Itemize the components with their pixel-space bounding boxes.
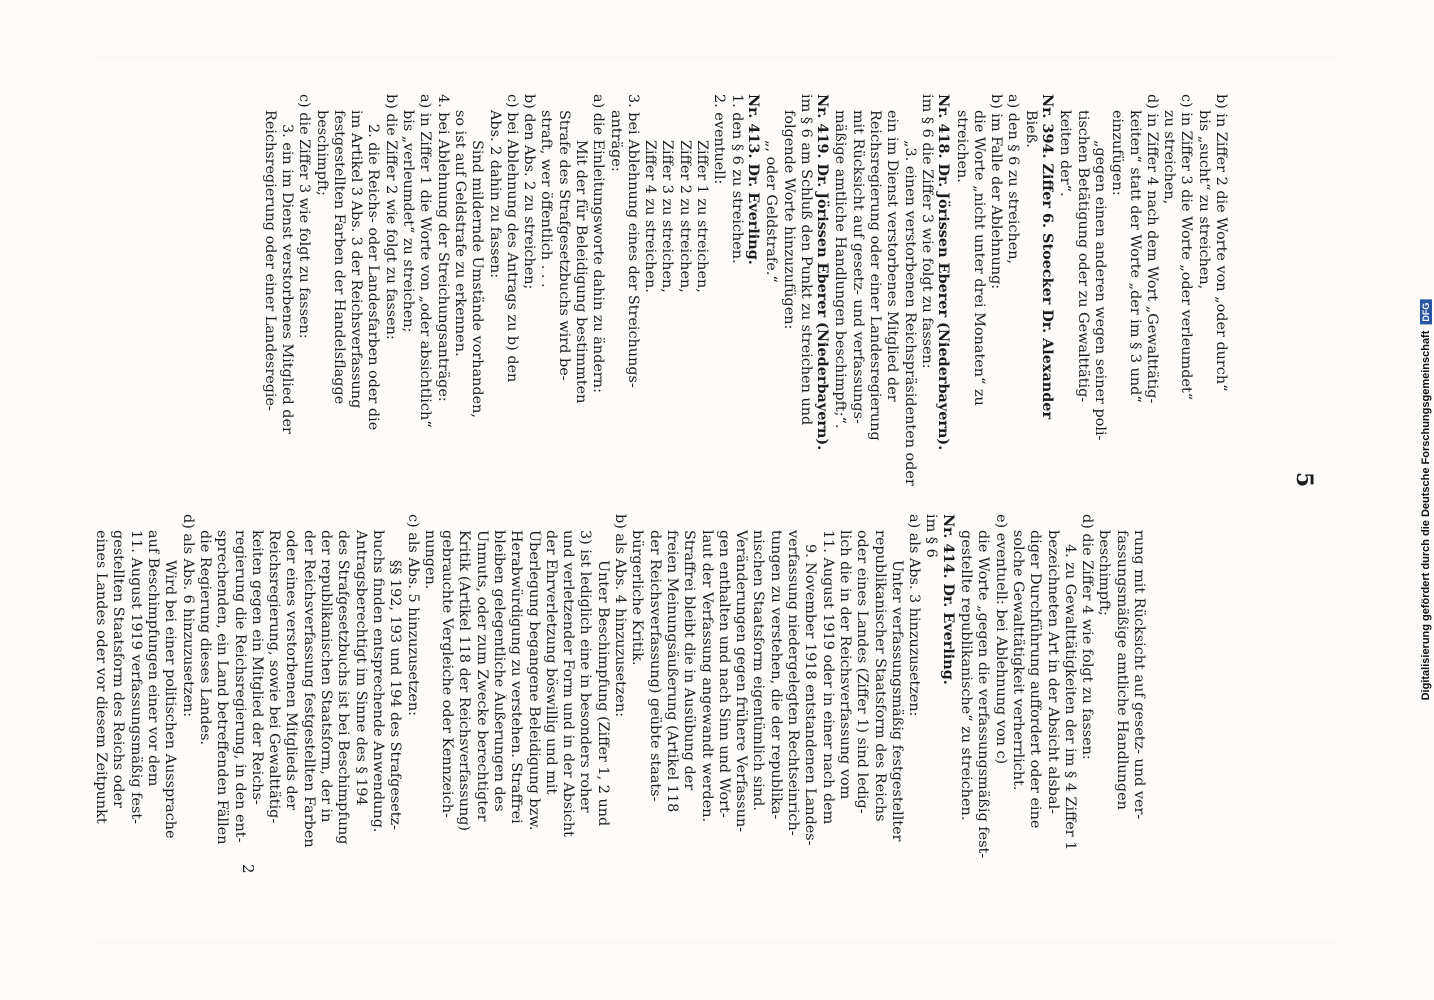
text-line: im Artikel 3 Abs. 3 der Reichsverfassung [348, 110, 365, 409]
text-line: oder eines verstorbenen Mitglieds der [283, 530, 300, 811]
rotated-page [93, 60, 1337, 940]
text-line: e) eventuell: bei Ablehnung von c) [992, 514, 1009, 765]
text-line: Kritik (Artikel 118 der Reichsverfassung) [456, 530, 473, 832]
text-line: a) in Ziffer 1 die Worte von „oder absichtlich“ [417, 94, 434, 428]
text-line: keiten“ statt der Worte „der im § 3 und“ [1126, 110, 1143, 403]
text-line: c) in Ziffer 3 die Worte „oder verleumdet“ [1178, 94, 1195, 401]
text-line: d) die Ziffer 4 wie folgt zu fassen: [1079, 514, 1096, 760]
text-line: freien Meinungsäußerung (Artikel 118 [663, 530, 680, 813]
text-line: Überlegung begangene Beleidigung bzw. [525, 530, 542, 831]
text-line: die Regierung dieses Landes. [196, 530, 213, 746]
text-line: der Reichsverfassung festgestellten Farben [300, 530, 317, 848]
text-line: b) den Abs. 2 zu streichen; [521, 94, 538, 290]
text-line: bleiben gelegentliche Äußerungen des [491, 530, 508, 812]
text-line: tischen Betätigung oder zu Gewalttätig- [1074, 110, 1091, 403]
text-line: und verletzender Form und in der Absicht [560, 530, 577, 837]
page-number: 5 [1291, 472, 1317, 488]
left-text-column [260, 94, 1229, 494]
text-line: gen enthalten und nach Sinn und Wort- [715, 530, 732, 818]
text-line: Ziffer 3 zu streichen, [659, 140, 676, 293]
text-line: bürgerliche Kritik. [629, 530, 646, 666]
text-line: c) als Abs. 5 hinzuzusetzen: [404, 514, 421, 716]
text-line: streichen. [953, 110, 970, 183]
text-line: im § 6 [923, 514, 940, 558]
text-line: ein im Dienst verstorbenes Mitglied der [884, 110, 901, 402]
text-line: gestellte republikanische“ zu streichen. [958, 530, 975, 821]
text-line: 9. November 1918 entstandenen Landes- [802, 544, 819, 846]
text-line: Unter Beschimpfung (Ziffer 1, 2 und [594, 560, 611, 827]
text-line: Nr. 418. Dr. Jörissen Eberer (Niederbayern). [935, 94, 953, 451]
text-line: eines Landes oder vor diesem Zeitpunkt [93, 530, 110, 824]
text-line: Ziffer 1 zu streichen, [694, 140, 711, 293]
text-line: Nr. 413. Dr. Everling. [744, 94, 762, 265]
text-line: regierung die Reichsregierung, in den ent- [231, 530, 248, 843]
text-line: Abs. 2 dahin zu fassen: [486, 110, 503, 279]
text-line: tungen zu verstehen, die der republika- [767, 530, 784, 820]
text-line: sprechenden, ein Land betreffenden Fällen [214, 530, 231, 845]
text-line: Strafe des Strafgesetzbuchs wird be- [555, 110, 572, 381]
text-line: des Strafgesetzbuchs ist bei Beschimpfung [335, 530, 352, 845]
text-line: a) den § 6 zu streichen, [1005, 94, 1022, 265]
text-line: c) die Ziffer 3 wie folgt zu fassen: [296, 94, 313, 339]
text-line: laut der Verfassung angewandt werden. [698, 530, 715, 823]
text-line: 4. bei Ablehnung der Streichungsanträge: [434, 94, 451, 402]
text-line: solche Gewalttätigkeit verherrlicht. [1009, 530, 1026, 791]
text-line: Wird bei einer politischen Aussprache [162, 560, 179, 839]
text-line: 2. die Reichs- oder Landesfarben oder die [365, 124, 382, 431]
text-line: 1. den § 6 zu streichen. [728, 94, 745, 264]
text-line: Bieß. [1022, 110, 1039, 148]
text-line: d) als Abs. 6 hinzuzusetzen: [179, 514, 196, 718]
text-line: „3. einen verstorbenen Reichspräsidenten oder [901, 140, 918, 486]
text-line: rung mit Rücksicht auf gesetz- und ver- [1131, 530, 1147, 820]
text-line: a) die Einleitungsworte dahin zu ändern: [590, 94, 607, 393]
text-line: Straffrei bleibt die in Ausübung der [681, 530, 698, 791]
text-line: folgende Worte hinzuzufügen: [780, 110, 797, 330]
text-line: beschimpft; [1096, 530, 1113, 616]
text-line: a) als Abs. 3 hinzuzusetzen: [906, 514, 923, 717]
text-line: die Worte „gegen die verfassungsmäßig fest- [975, 530, 992, 859]
text-line: b) die Ziffer 2 wie folgt zu fassen: [382, 94, 399, 340]
text-line: Reichsregierung oder einer Landesregierung [867, 110, 884, 441]
text-line: Veränderungen gegen frühere Verfassun- [733, 530, 750, 833]
text-line: d) in Ziffer 4 nach dem Wort „Gewalttätig- [1143, 94, 1160, 404]
footer-number: 2 [239, 864, 257, 874]
text-line: im § 6 am Schluß den Punkt zu streichen und [797, 94, 814, 426]
text-line: diger Durchführung auffordert oder eine [1027, 530, 1044, 829]
dfg-credit [1420, 300, 1432, 701]
text-line: republikanischer Staatsform des Reichs [871, 530, 888, 822]
text-line: so ist auf Geldstrafe zu erkennen. [451, 110, 468, 357]
text-line: der republikanischen Staatsform, der in [318, 530, 335, 823]
text-line: Unmuts, oder zum Zwecke berechtigter [473, 530, 490, 822]
text-line: Ziffer 4 zu streichen. [642, 140, 659, 293]
text-line: zu streichen, [1161, 110, 1178, 205]
text-line: buchs finden entsprechende Anwendung. [369, 530, 386, 833]
text-line: Unter verfassungsmäßig festgestellter [888, 560, 905, 842]
text-line: der Reichsverfassung) geübte staats- [646, 530, 663, 802]
text-line: 11. August 1919 oder in einer nach dem [819, 530, 836, 825]
text-line: Antragsberechtigt im Sinne des § 194 [352, 530, 369, 806]
text-line: Ziffer 2 zu streichen, [676, 140, 693, 293]
text-line: keiten gegen ein Mitglied der Reichs- [248, 530, 265, 805]
text-line: einzufügen: [1109, 110, 1126, 196]
text-line: §§ 192, 193 und 194 des Strafgesetz- [387, 560, 404, 830]
text-line: bis „sucht“ zu streichen, [1195, 110, 1212, 290]
text-line: Nr. 419. Dr. Jörissen Eberer (Niederbayern). [814, 94, 832, 451]
text-line: 4. zu Gewalttätigkeiten der im § 4 Ziffer 1 [1061, 544, 1078, 851]
text-line: gebrauchte Vergleiche oder Kennzeich- [439, 530, 456, 818]
text-line: 3) ist lediglich eine in besonders roher [577, 530, 594, 813]
text-line: nischen Staatsform eigentümlich sind. [750, 530, 767, 811]
text-line: Nr. 394. Ziffer 6. Stoecker Dr. Alexander [1039, 94, 1057, 420]
text-line: 2. eventuell: [711, 94, 728, 185]
text-line: bis „verleumdet“ zu streichen; [400, 110, 417, 333]
text-line: 11. August 1919 verfassungsmäßig fest- [127, 530, 144, 824]
right-text-column [92, 514, 1147, 914]
text-line: keiten der“. [1057, 110, 1074, 197]
text-line: bezeichneten Art in der Absicht alsbal- [1044, 530, 1061, 815]
text-line: festgestellten Farben der Handelsflagge [330, 110, 347, 405]
text-line: b) im Falle der Ablehnung: [988, 94, 1005, 290]
text-line: 3. bei Ablehnung eines der Streichungs- [624, 94, 641, 388]
text-line: Sind mildernde Umstände vorhanden, [469, 140, 486, 418]
text-line: Mit der für Beleidigung bestimmten [573, 140, 590, 404]
text-line: b) als Abs. 4 hinzuzusetzen: [612, 514, 629, 718]
text-line: straft, wer öffentlich . . . [538, 110, 555, 288]
text-line: Reichsregierung oder einer Landesregie- [261, 110, 278, 411]
dfg-credit-text: Digitalisierung gefördert durch die Deutsche Forschungsgemeinschaft [1420, 330, 1432, 701]
text-line: der Ehrverletzung böswillig und mit [542, 530, 559, 795]
text-line: lich die in der Reichsverfassung vom [836, 530, 853, 800]
text-line: Reichsregierung, sowie bei Gewalttätig- [266, 530, 283, 824]
text-line: auf Beschimpfungen einer vor dem [145, 530, 162, 787]
text-line: mäßige amtliche Handlungen beschimpft;“. [832, 110, 849, 429]
text-line: verfassung niedergelegten Rechtseinrich- [785, 530, 802, 836]
text-line: c) bei Ablehnung des Antrags zu b) den [503, 94, 520, 383]
text-line: gestellten Staatsform des Reichs oder [110, 530, 127, 809]
text-line: die Worte „nicht unter drei Monaten“ zu [970, 110, 987, 406]
text-line: „, oder Geldstrafe.“ [763, 140, 780, 283]
text-line: beschimpft; [313, 110, 330, 196]
text-line: b) in Ziffer 2 die Worte von „oder durch“ [1213, 94, 1229, 392]
text-line: Herabwürdigung zu verstehen. Straffrei [508, 530, 525, 824]
text-line: im § 6 die Ziffer 3 wie folgt zu fassen: [918, 94, 935, 369]
text-line: fassungsmäßige amtliche Handlungen [1113, 530, 1130, 810]
text-line: 3. ein im Dienst verstorbenes Mitglied der [278, 124, 295, 434]
text-line: anträge: [607, 110, 624, 172]
text-line: oder eines Landes (Ziffer 1) sind ledig- [854, 530, 871, 814]
text-line: Nr. 414. Dr. Everling. [939, 514, 957, 685]
text-line: „gegen einen anderen wegen seiner poli- [1091, 140, 1108, 441]
dfg-logo: DFG [1420, 300, 1432, 325]
text-line: mit Rücksicht auf gesetz- und verfassungs- [849, 110, 866, 424]
text-line: nungen. [421, 530, 438, 590]
